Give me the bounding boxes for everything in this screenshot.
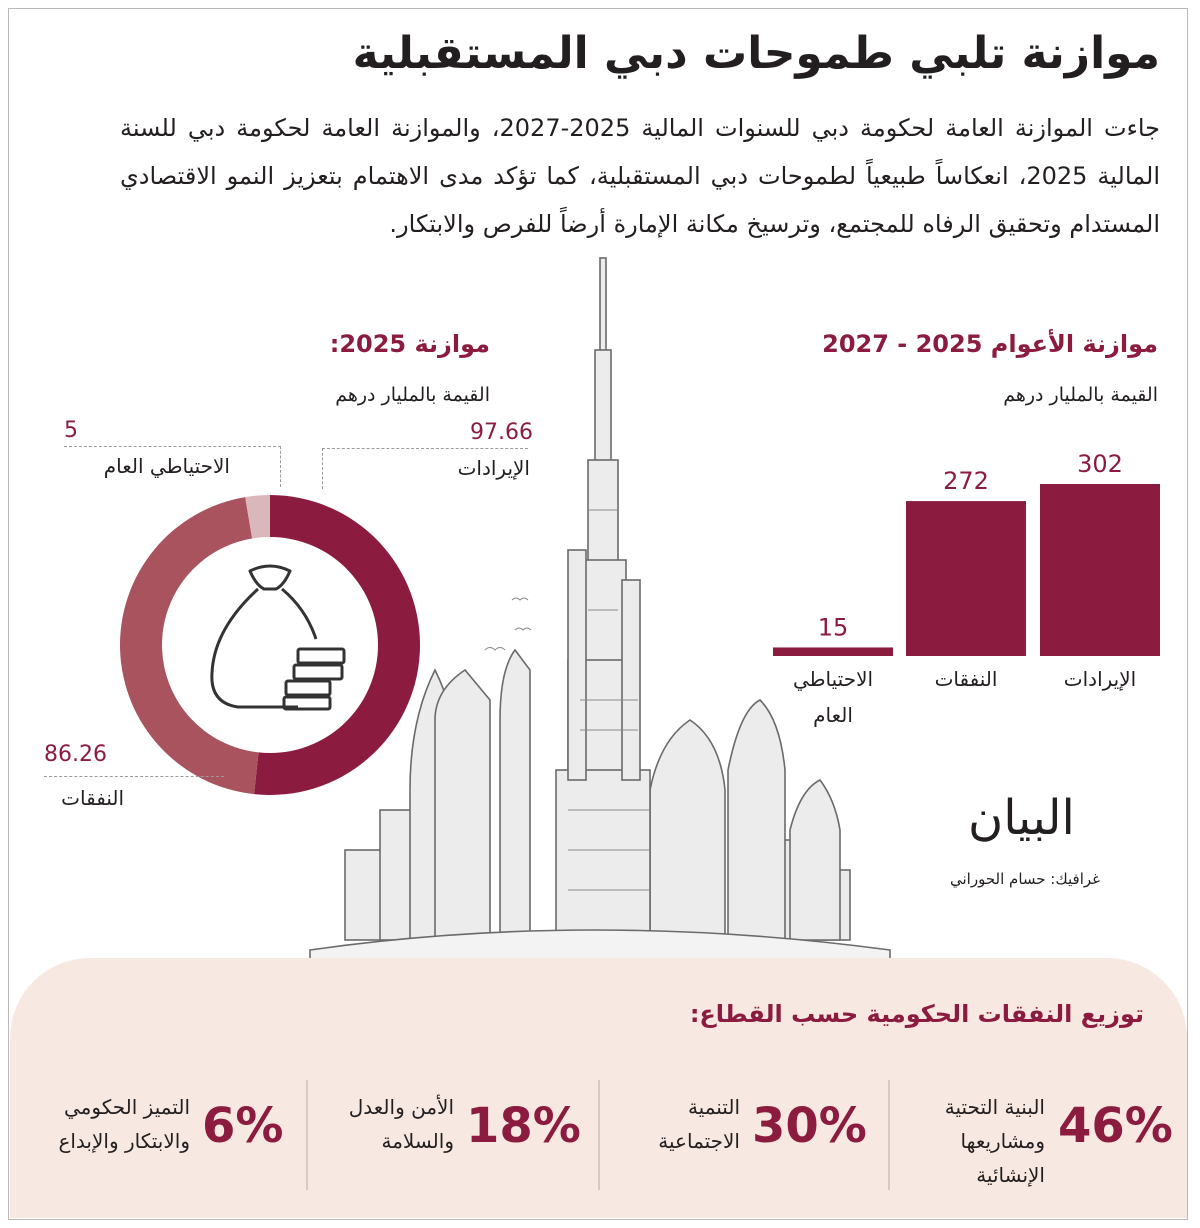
bar-label-1: النفقات [934, 667, 998, 691]
sector-1-label-line-2: ومشاريعها [960, 1129, 1045, 1153]
bar-value-1: 272 [943, 467, 989, 496]
sector-4-label-line-1: التميز الحكومي [64, 1095, 190, 1119]
sector-1-label-line-1: البنية التحتية [944, 1095, 1045, 1119]
multi-year-bar-chart [760, 440, 1180, 740]
bar-1 [906, 501, 1026, 656]
sector-divider [598, 1080, 600, 1190]
bar-0 [1040, 484, 1160, 656]
bar-label-2: الاحتياطي [792, 667, 874, 691]
intro-paragraph: جاءت الموازنة العامة لحكومة دبي للسنوات المالية 2025-2027، والموازنة العامة لحكومة دبي للسنة المالية 2025، انعكاساً طبيعياً لطموحات دبي المستقبلية، كما تؤكد مدى الاهتمام بتعزيز النمو الاقتصادي المستدام وتحقيق الرفاه للمجتمع، وترسيخ مكانة الإمارة أرضاً للفرص والابتكار. [120, 114, 1160, 238]
sector-2-label-line-1: التنمية [687, 1095, 740, 1119]
sector-3-label [320, 1090, 454, 1158]
sector-4-label-line-2: والابتكار والإبداع [58, 1129, 190, 1153]
year-2025-unit: القيمة بالمليار درهم [335, 384, 490, 406]
sector-1-label-line-3: الإنشائية [976, 1163, 1045, 1187]
page-title: موازنة تلبي طموحات دبي المستقبلية [352, 28, 1160, 79]
bar-label-0: الإيرادات [1063, 667, 1137, 691]
donut-slice-1 [120, 497, 259, 794]
year-2025-heading: موازنة 2025: [329, 330, 490, 358]
albayan-logo: البيان [968, 790, 1075, 846]
sector-4-percent: 6% [202, 1098, 284, 1154]
sector-title: توزيع النفقات الحكومية حسب القطاع: [689, 1000, 1144, 1028]
multi-year-heading: موازنة الأعوام 2025 - 2027 [822, 330, 1158, 358]
revenue-label: الإيرادات [457, 456, 530, 480]
sector-1-percent: 46% [1058, 1098, 1173, 1154]
money-bag-icon [212, 566, 344, 709]
sector-1-label [900, 1090, 1045, 1192]
revenue-leader [322, 448, 528, 489]
reserve-value: 5 [64, 418, 78, 443]
revenue-value: 97.66 [470, 420, 533, 445]
sector-2-percent: 30% [752, 1098, 867, 1154]
bar-label-2-line-1: العام [813, 703, 853, 727]
bar-2 [773, 647, 893, 656]
sector-divider [306, 1080, 308, 1190]
donut-slice-0 [254, 495, 420, 795]
expenses-leader [44, 776, 224, 778]
sector-2-label [610, 1090, 740, 1158]
sector-4-label [20, 1090, 190, 1158]
bar-value-2: 15 [817, 613, 849, 642]
sector-3-label-line-1: الأمن والعدل [348, 1095, 454, 1119]
graphic-credit: غرافيك: حسام الحوراني [950, 870, 1100, 888]
sector-2-label-line-2: الاجتماعية [658, 1129, 740, 1153]
sector-3-percent: 18% [466, 1098, 581, 1154]
multi-year-unit: القيمة بالمليار درهم [1003, 384, 1158, 406]
sector-divider [888, 1080, 890, 1190]
reserve-leader [64, 446, 281, 487]
budget-2025-donut [100, 475, 440, 815]
expenses-label: النفقات [61, 786, 124, 810]
reserve-label: الاحتياطي العام [103, 454, 230, 478]
bar-value-0: 302 [1077, 450, 1123, 478]
expenses-value: 86.26 [44, 742, 107, 767]
sector-3-label-line-2: والسلامة [381, 1129, 454, 1153]
